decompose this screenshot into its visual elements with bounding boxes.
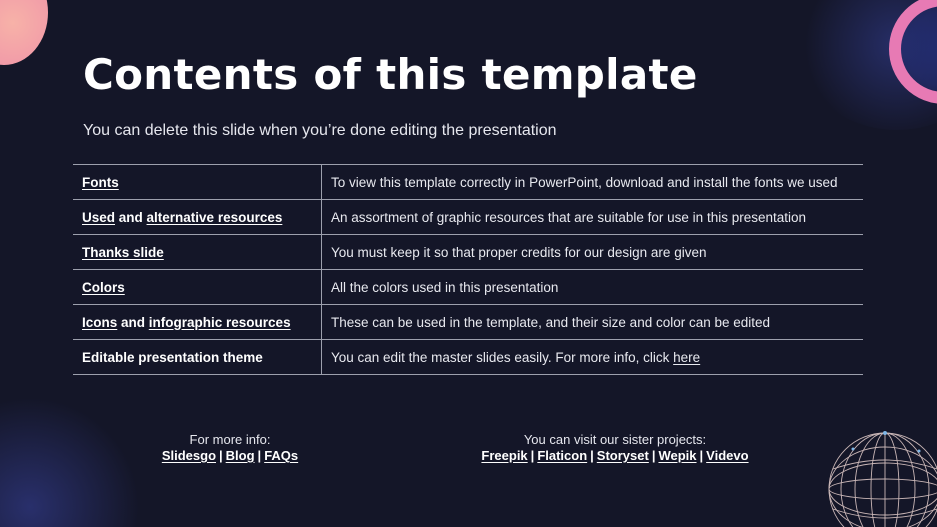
link-separator: | <box>530 448 535 463</box>
thanks-slide-link[interactable]: Thanks slide <box>82 244 164 260</box>
cell-text: You must keep it so that proper credits for our design are given <box>331 244 707 260</box>
resource-description-cell <box>322 270 864 305</box>
used-link[interactable]: Used <box>82 209 116 225</box>
cell-text: These can be used in the template, and their size and color can be edited <box>331 314 771 330</box>
resource-description-cell <box>322 235 864 270</box>
icons-link[interactable]: Icons <box>82 314 118 330</box>
resource-description-cell <box>322 305 864 340</box>
colors-link[interactable]: Colors <box>82 279 125 295</box>
cell-text: Editable presentation theme <box>82 349 263 365</box>
videvo-link[interactable]: Videvo <box>706 448 749 463</box>
fonts-link[interactable]: Fonts <box>82 174 119 190</box>
footer-sister-projects-links <box>440 448 790 464</box>
footer-sister-projects <box>440 432 790 464</box>
cell-text: To view this template correctly in PowerPoint, download and install the fonts we used <box>331 174 838 190</box>
footer-more-info-label: For more info: <box>189 432 271 447</box>
cell-text: An assortment of graphic resources that are suitable for use in this presentation <box>331 209 807 225</box>
resource-name-cell <box>73 270 322 305</box>
table-row <box>73 200 863 235</box>
cell-text: All the colors used in this presentation <box>331 279 559 295</box>
resource-description-cell <box>322 200 864 235</box>
footer-more-info <box>130 432 330 464</box>
alternative-resources-link[interactable]: alternative resources <box>146 209 283 225</box>
gradient-blob-icon <box>0 0 48 65</box>
freepik-link[interactable]: Freepik <box>481 448 528 463</box>
wepik-link[interactable]: Wepik <box>658 448 697 463</box>
resource-name-cell <box>73 165 322 200</box>
here-link[interactable]: here <box>673 349 701 365</box>
blog-link[interactable]: Blog <box>225 448 255 463</box>
contents-table <box>73 164 863 375</box>
glow-decoration-bottom-left <box>0 397 140 527</box>
link-separator: | <box>699 448 704 463</box>
flaticon-link[interactable]: Flaticon <box>537 448 588 463</box>
table-row <box>73 165 863 200</box>
cell-text: and <box>115 209 147 225</box>
footer-sister-projects-label: You can visit our sister projects: <box>523 432 707 447</box>
infographic-resources-link[interactable]: infographic resources <box>148 314 291 330</box>
table-row <box>73 305 863 340</box>
table-row <box>73 340 863 375</box>
resource-description-cell <box>322 165 864 200</box>
page-title: Contents of this template <box>83 50 698 99</box>
faqs-link[interactable]: FAQs <box>264 448 299 463</box>
resource-description-cell <box>322 340 864 375</box>
storyset-link[interactable]: Storyset <box>596 448 649 463</box>
cell-text: You can edit the master slides easily. For more info, click <box>331 349 674 365</box>
link-separator: | <box>257 448 262 463</box>
footer-more-info-links <box>130 448 330 464</box>
slidesgo-link[interactable]: Slidesgo <box>161 448 217 463</box>
resource-name-cell <box>73 305 322 340</box>
link-separator: | <box>219 448 223 463</box>
cell-text: and <box>117 314 149 330</box>
link-separator: | <box>651 448 656 463</box>
page-subtitle: You can delete this slide when you’re done editing the presentation <box>83 122 557 139</box>
wireframe-globe-icon <box>823 421 937 527</box>
resource-name-cell <box>73 235 322 270</box>
table-row <box>73 270 863 305</box>
resource-name-cell <box>73 340 322 375</box>
link-separator: | <box>590 448 594 463</box>
table-row <box>73 235 863 270</box>
resource-name-cell <box>73 200 322 235</box>
